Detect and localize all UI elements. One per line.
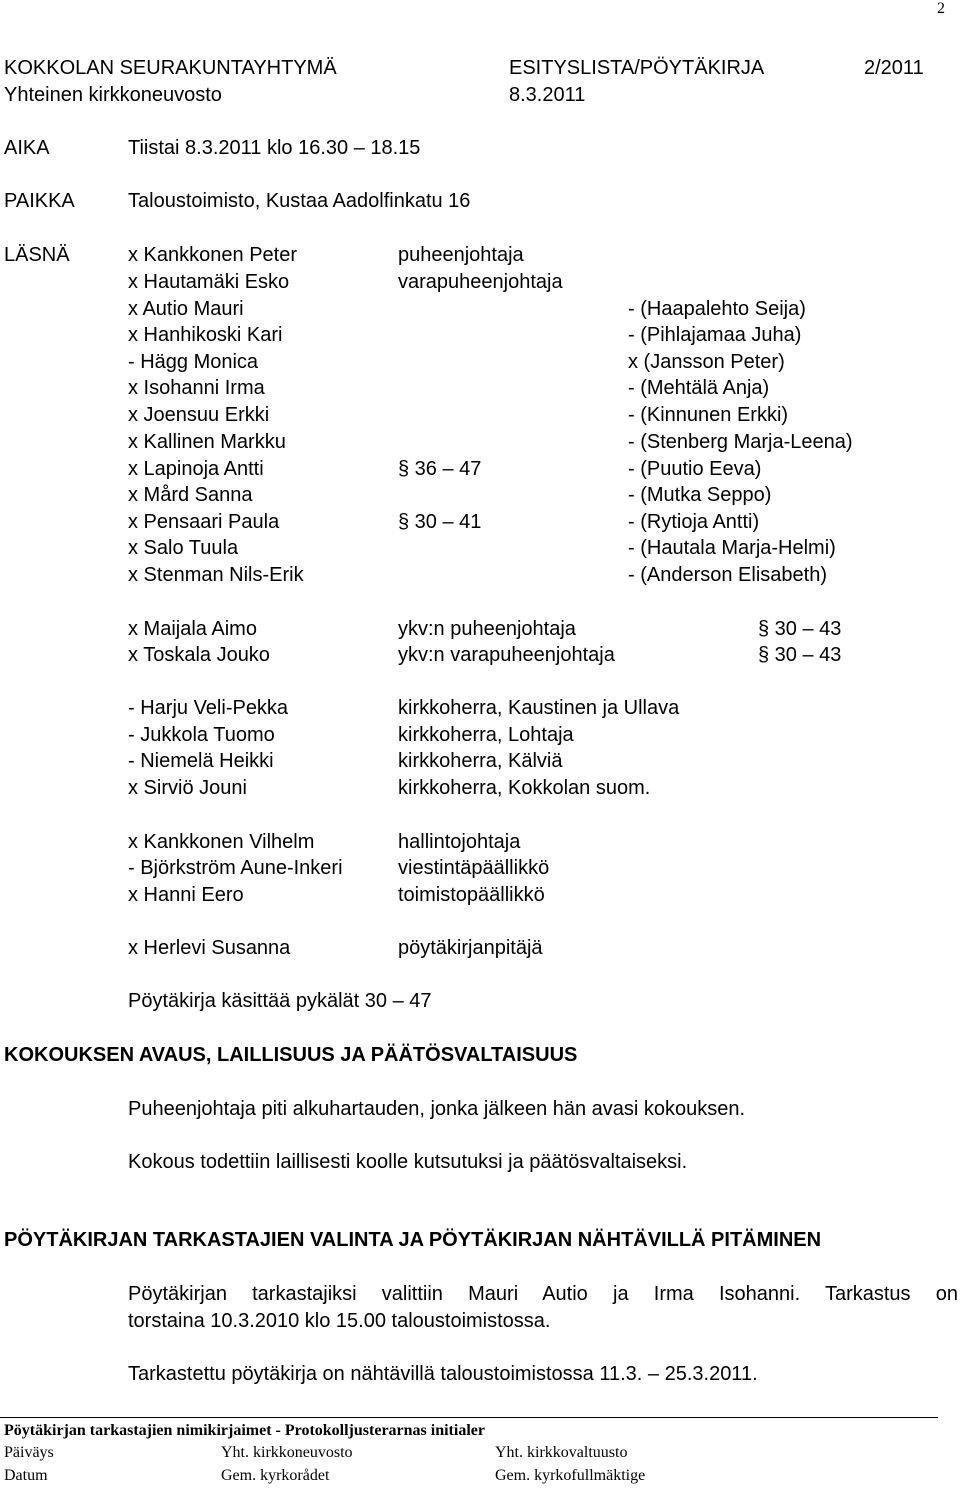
section-paragraph: torstaina 10.3.2010 klo 15.00 taloustoimistossa. bbox=[128, 1310, 551, 1332]
meeting-date: 8.3.2011 bbox=[509, 84, 586, 106]
vicar-name: - Harju Veli-Pekka bbox=[128, 697, 289, 719]
footer-cell: Päiväys bbox=[4, 1444, 54, 1461]
member-name: x Kallinen Markku bbox=[128, 431, 286, 453]
vicar-name: - Niemelä Heikki bbox=[128, 750, 274, 772]
section-paragraph: Kokous todettiin laillisesti koolle kutsutuksi ja päätösvaltaiseksi. bbox=[128, 1151, 688, 1173]
time-value: Tiistai 8.3.2011 klo 16.30 – 18.15 bbox=[128, 137, 421, 159]
member-name: x Joensuu Erkki bbox=[128, 404, 270, 426]
staff-role: hallintojohtaja bbox=[398, 831, 521, 853]
staff-name: x Kankkonen Vilhelm bbox=[128, 831, 315, 853]
place-value: Taloustoimisto, Kustaa Aadolfinkatu 16 bbox=[128, 190, 471, 212]
member-deputy: - (Rytioja Antti) bbox=[628, 511, 760, 533]
member-sections: § 30 – 41 bbox=[398, 511, 482, 533]
member-name: x Pensaari Paula bbox=[128, 511, 280, 533]
member-role: varapuheenjohtaja bbox=[398, 271, 563, 293]
vicar-name: x Sirviö Jouni bbox=[128, 777, 247, 799]
staff-name: - Björkström Aune-Inkeri bbox=[128, 857, 343, 879]
present-label: LÄSNÄ bbox=[4, 244, 70, 266]
footer-cell: Datum bbox=[4, 1467, 48, 1484]
member-deputy: - (Haapalehto Seija) bbox=[628, 298, 806, 320]
member-name: x Lapinoja Antti bbox=[128, 458, 264, 480]
footer-cell: Gem. kyrkorådet bbox=[221, 1467, 330, 1484]
vicar-role: kirkkoherra, Kokkolan suom. bbox=[398, 777, 651, 799]
member-role: puheenjohtaja bbox=[398, 244, 524, 266]
member-deputy: - (Hautala Marja-Helmi) bbox=[628, 537, 836, 559]
footer-cell: Gem. kyrkofullmäktige bbox=[495, 1467, 646, 1484]
member-deputy: x (Jansson Peter) bbox=[628, 351, 785, 373]
member-name: x Isohanni Irma bbox=[128, 377, 265, 399]
ykv-sections: § 30 – 43 bbox=[758, 618, 842, 640]
secretary-role: pöytäkirjanpitäjä bbox=[398, 937, 543, 959]
footer-cell: Yht. kirkkovaltuusto bbox=[495, 1444, 628, 1461]
member-deputy: - (Mutka Seppo) bbox=[628, 484, 772, 506]
member-name: x Stenman Nils-Erik bbox=[128, 564, 304, 586]
vicar-name: - Jukkola Tuomo bbox=[128, 724, 275, 746]
section-paragraph: Tarkastettu pöytäkirja on nähtävillä taloustoimistossa 11.3. – 25.3.2011. bbox=[128, 1363, 758, 1385]
document-number: 2/2011 bbox=[864, 57, 924, 79]
place-label: PAIKKA bbox=[4, 190, 75, 212]
vicar-role: kirkkoherra, Kaustinen ja Ullava bbox=[398, 697, 680, 719]
staff-role: viestintäpäällikkö bbox=[398, 857, 550, 879]
staff-name: x Hanni Eero bbox=[128, 884, 244, 906]
member-name: x Hanhikoski Kari bbox=[128, 324, 283, 346]
section-paragraph: Puheenjohtaja piti alkuhartauden, jonka jälkeen hän avasi kokouksen. bbox=[128, 1098, 746, 1120]
section-heading-inspectors: PÖYTÄKIRJAN TARKASTAJIEN VALINTA JA PÖYTÄKIRJAN NÄHTÄVILLÄ PITÄMINEN bbox=[4, 1229, 822, 1251]
member-deputy: - (Puutio Eeva) bbox=[628, 458, 762, 480]
footer-cell: Yht. kirkkoneuvosto bbox=[221, 1444, 353, 1461]
member-name: x Mård Sanna bbox=[128, 484, 253, 506]
section-paragraph: Pöytäkirjan tarkastajiksi valittiin Mauri Autio ja Irma Isohanni. Tarkastus on bbox=[128, 1283, 958, 1305]
footer-divider bbox=[0, 1417, 938, 1418]
secretary-name: x Herlevi Susanna bbox=[128, 937, 291, 959]
vicar-role: kirkkoherra, Kälviä bbox=[398, 750, 563, 772]
section-heading-opening: KOKOUKSEN AVAUS, LAILLISUUS JA PÄÄTÖSVALTAISUUS bbox=[4, 1044, 578, 1066]
ykv-role: ykv:n puheenjohtaja bbox=[398, 618, 576, 640]
staff-role: toimistopäällikkö bbox=[398, 884, 545, 906]
member-deputy: - (Stenberg Marja-Leena) bbox=[628, 431, 853, 453]
ykv-name: x Toskala Jouko bbox=[128, 644, 270, 666]
ykv-role: ykv:n varapuheenjohtaja bbox=[398, 644, 615, 666]
member-deputy: - (Anderson Elisabeth) bbox=[628, 564, 827, 586]
member-sections: § 36 – 47 bbox=[398, 458, 482, 480]
member-deputy: - (Pihlajamaa Juha) bbox=[628, 324, 802, 346]
body-name: Yhteinen kirkkoneuvosto bbox=[4, 84, 222, 106]
member-deputy: - (Kinnunen Erkki) bbox=[628, 404, 789, 426]
footer-title: Pöytäkirjan tarkastajien nimikirjaimet - Protokolljusterarnas initialer bbox=[4, 1422, 485, 1439]
member-deputy: - (Mehtälä Anja) bbox=[628, 377, 770, 399]
document-type: ESITYSLISTA/PÖYTÄKIRJA bbox=[509, 57, 765, 79]
ykv-name: x Maijala Aimo bbox=[128, 618, 257, 640]
org-name: KOKKOLAN SEURAKUNTAYHTYMÄ bbox=[4, 57, 337, 79]
time-label: AIKA bbox=[4, 137, 50, 159]
member-name: x Autio Mauri bbox=[128, 298, 244, 320]
member-name: x Salo Tuula bbox=[128, 537, 239, 559]
vicar-role: kirkkoherra, Lohtaja bbox=[398, 724, 574, 746]
sections-handled: Pöytäkirja käsittää pykälät 30 – 47 bbox=[128, 990, 432, 1012]
member-name: - Hägg Monica bbox=[128, 351, 259, 373]
member-name: x Hautamäki Esko bbox=[128, 271, 290, 293]
member-name: x Kankkonen Peter bbox=[128, 244, 297, 266]
ykv-sections: § 30 – 43 bbox=[758, 644, 842, 666]
page-number: 2 bbox=[937, 0, 945, 17]
